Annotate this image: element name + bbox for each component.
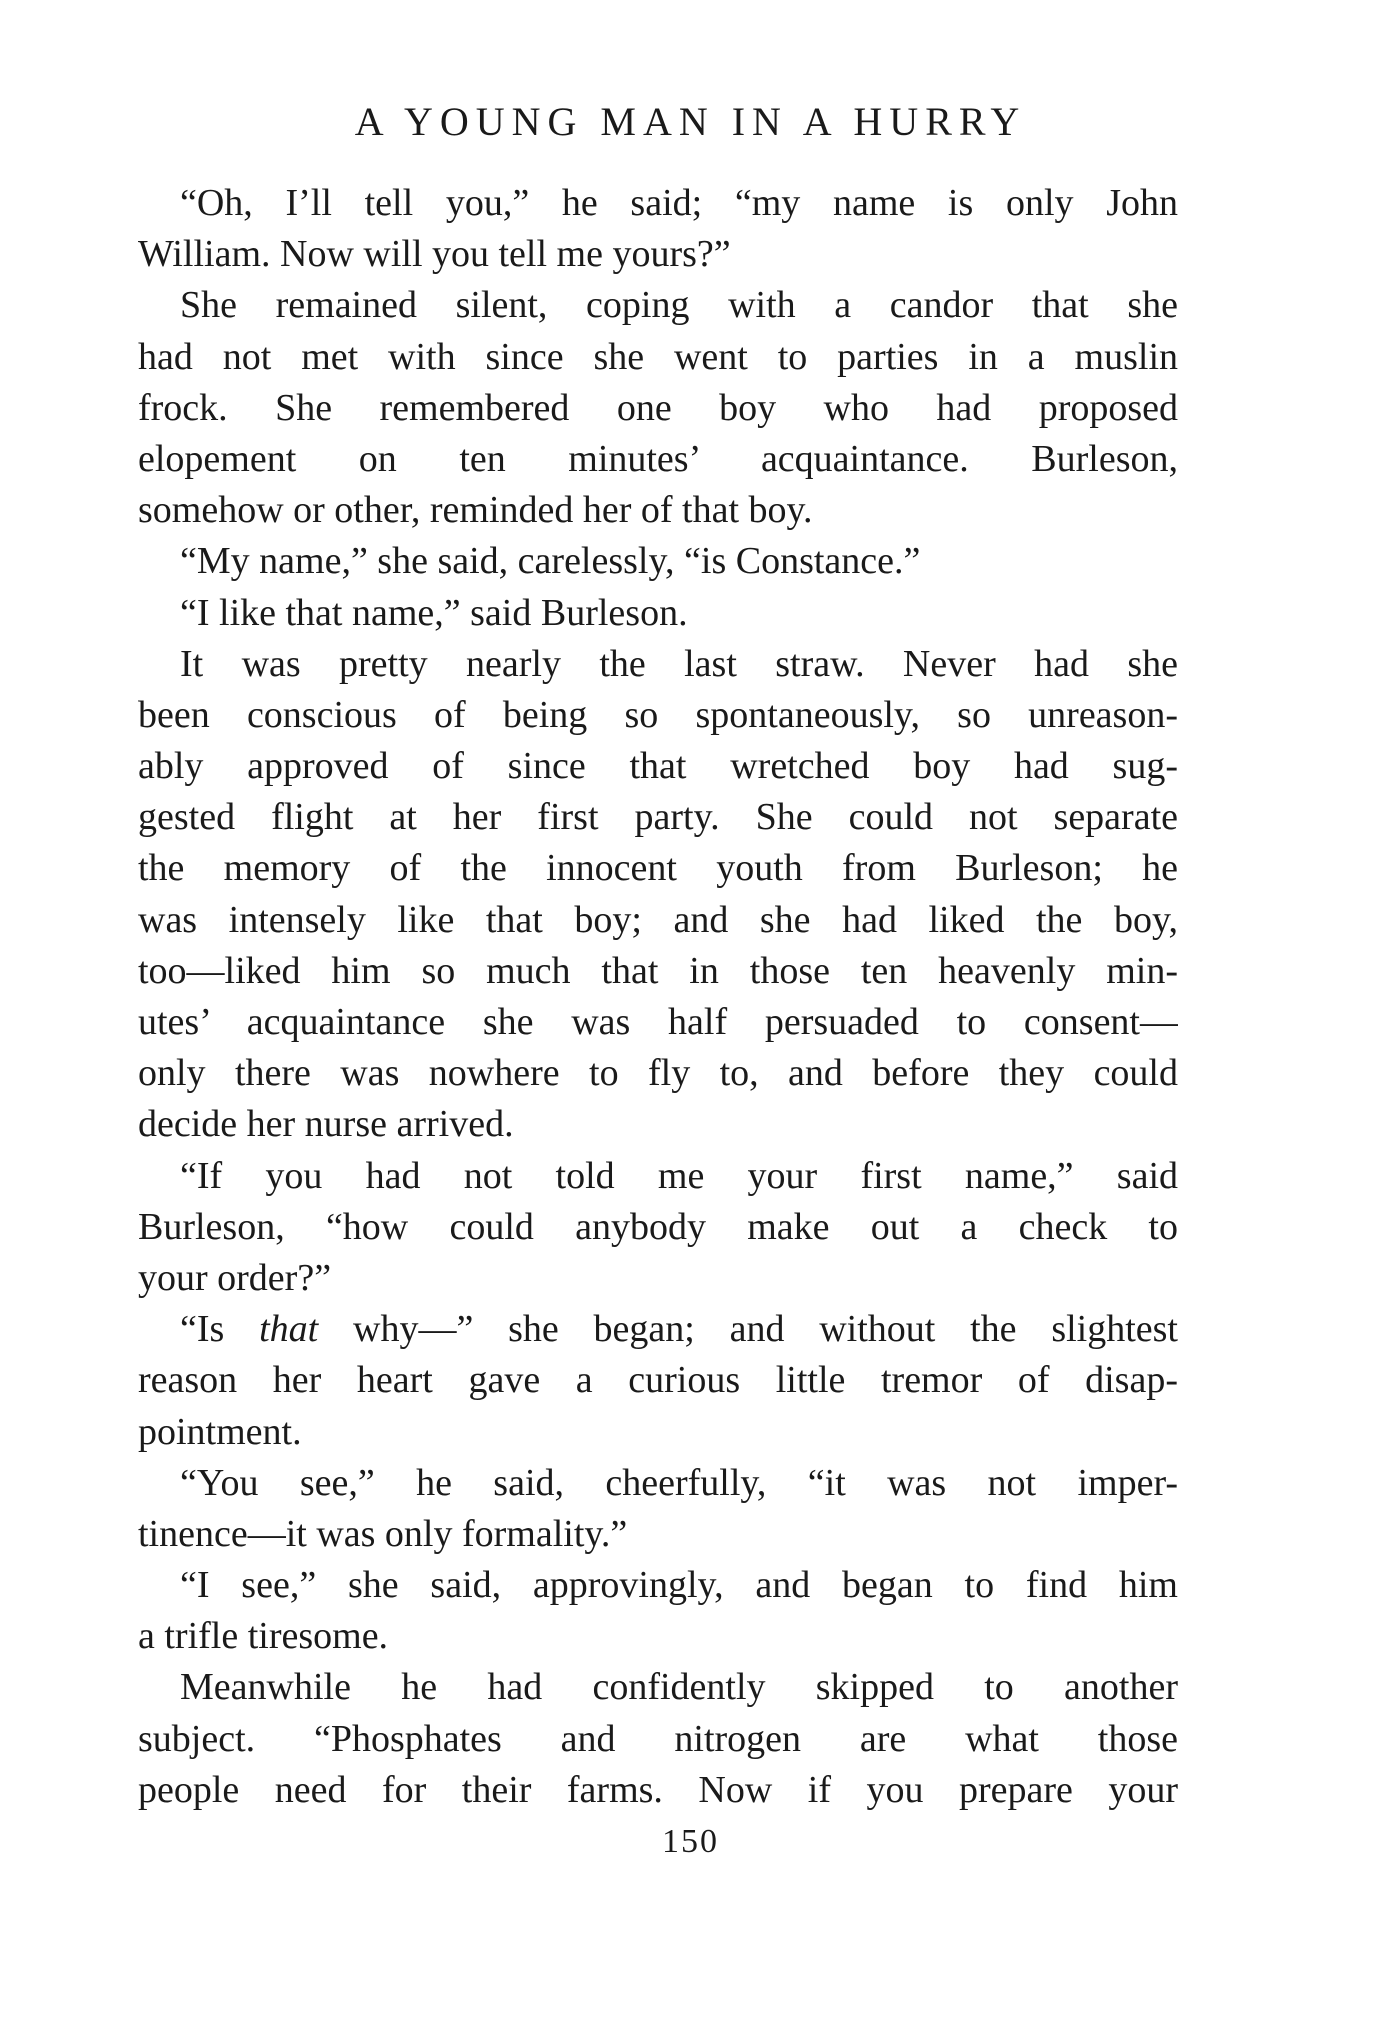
text-line: gested flight at her first party. She could not separate	[138, 796, 1178, 839]
text-line: decide her nurse arrived.	[138, 1103, 514, 1146]
text-line: somehow or other, reminded her of that boy.	[138, 489, 813, 532]
text-line: was intensely like that boy; and she had liked the boy,	[138, 898, 1178, 941]
text-line: “You see,” he said, cheerfully, “it was not imper-	[180, 1461, 1178, 1504]
text-line: your order?”	[138, 1256, 332, 1299]
text-line: subject. “Phosphates and nitrogen are what those	[138, 1717, 1178, 1760]
text-line: “Oh, I’ll tell you,” he said; “my name is only John	[180, 182, 1178, 224]
text-line: Meanwhile he had confidently skipped to another	[180, 1666, 1178, 1709]
text-line: too—liked him so much that in those ten heavenly min-	[138, 949, 1178, 992]
text-line: She remained silent, coping with a candor that she	[180, 284, 1178, 327]
text-line: “I see,” she said, approvingly, and began to find him	[180, 1564, 1178, 1607]
text-line: a trifle tiresome.	[138, 1615, 389, 1658]
page-number: 150	[662, 1823, 719, 1860]
text-line: William. Now will you tell me yours?”	[138, 233, 731, 276]
text-line: pointment.	[138, 1410, 302, 1453]
text-line: Burleson, “how could anybody make out a check to	[138, 1205, 1178, 1248]
running-head: A YOUNG MAN IN A HURRY	[354, 99, 1027, 144]
text-line: ably approved of since that wretched boy had sug-	[138, 745, 1178, 788]
text-line: frock. She remembered one boy who had proposed	[138, 386, 1178, 429]
text-line: been conscious of being so spontaneously, so unreason-	[138, 693, 1178, 736]
text-line: the memory of the innocent youth from Burleson; he	[138, 847, 1178, 890]
body-text	[138, 178, 1178, 1816]
text-line: “My name,” she said, carelessly, “is Constance.”	[180, 540, 921, 583]
text-line: elopement on ten minutes’ acquaintance. Burleson,	[138, 437, 1178, 480]
text-line: “If you had not told me your first name,” said	[180, 1154, 1178, 1197]
text-line: utes’ acquaintance she was half persuaded to consent—	[138, 1001, 1178, 1043]
text-line: had not met with since she went to parties in a muslin	[138, 335, 1178, 378]
text-line: reason her heart gave a curious little tremor of disap-	[138, 1359, 1178, 1402]
text-line: tinence—it was only formality.”	[138, 1512, 628, 1555]
text-line: “I like that name,” said Burleson.	[180, 591, 688, 634]
text-line: people need for their farms. Now if you prepare your	[138, 1768, 1178, 1811]
text-line: “Is that why—” she began; and without the slightest	[180, 1308, 1178, 1351]
text-line: It was pretty nearly the last straw. Never had she	[180, 642, 1178, 685]
text-line: only there was nowhere to fly to, and before they could	[138, 1052, 1178, 1095]
